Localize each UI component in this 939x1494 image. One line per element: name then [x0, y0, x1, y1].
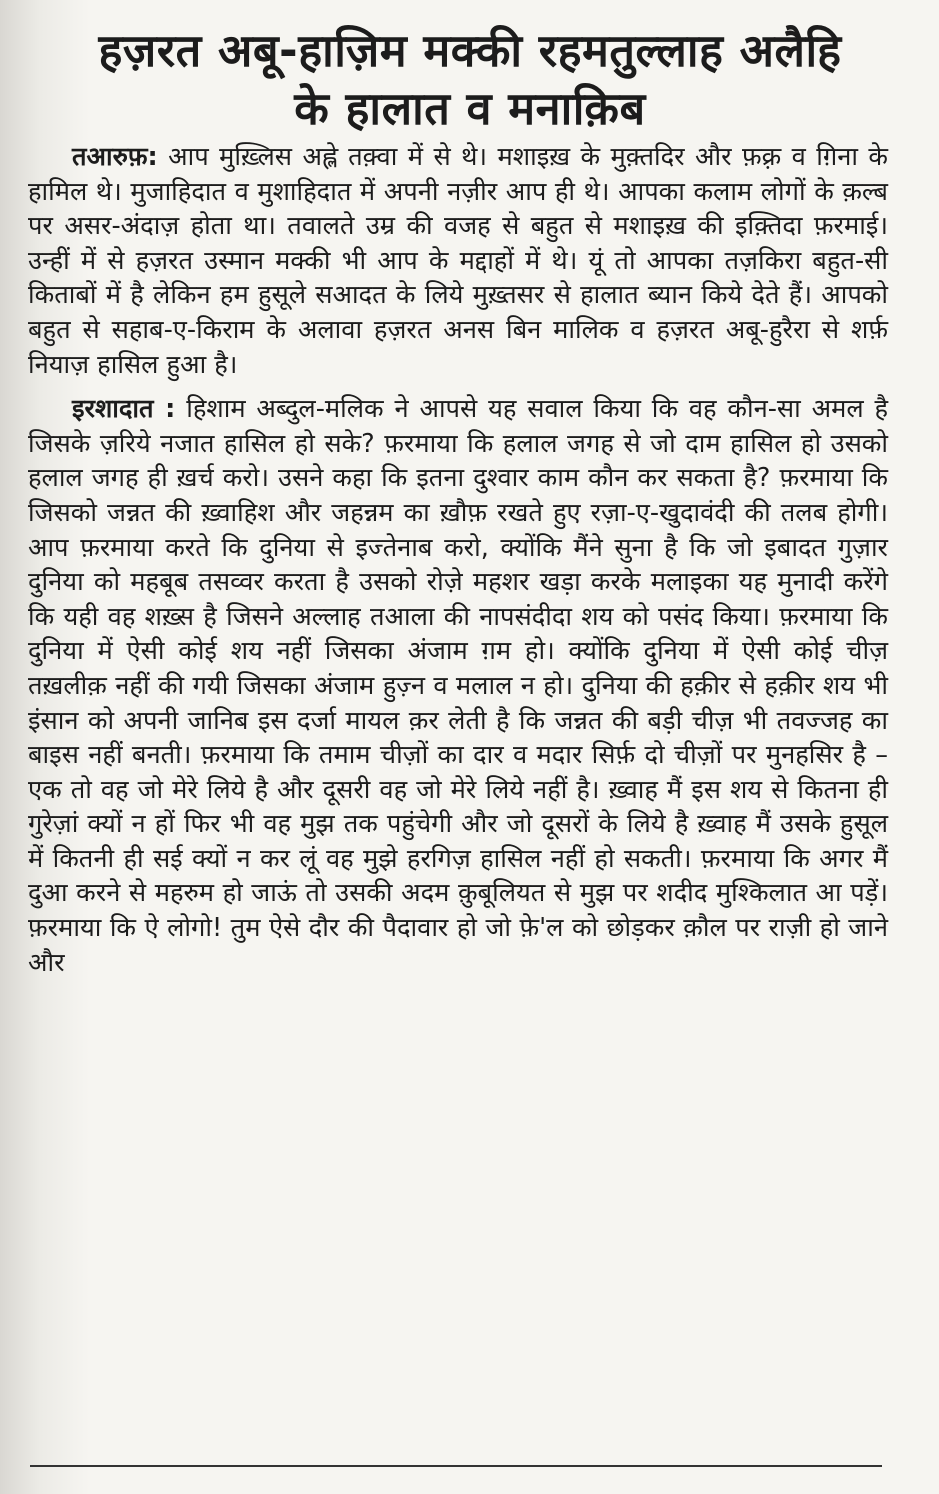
- section-label-introduction: तआरुफ़:: [72, 142, 158, 172]
- paragraph-text-introduction: आप मुख़्लिस अह्ले तक़्वा में से थे। मशाइख़ के मुक़्तदिर और फ़क़्र व ग़िना के हामिल थे। मुजाहिदात व मुशाहिदात में अपनी नज़ीर आप ही थे। आपका कलाम लोगों के क़ल्ब पर असर-अंदाज़ होता था। तवालते उम्र की वजह से बहुत से मशाइख़ की इक़्तिदा फ़रमाई। उन्हीं में से हज़रत उस्मान मक्की भी आप के मद्दाहों में थे। यूं तो आपका तज़किरा बहुत-सी किताबों में है लेकिन हम हुसूले सआदत के लिये मुख़्तसर से हालात ब्यान किये देते हैं। आपको बहुत से सहाब-ए-किराम के अलावा हज़रत अनस बिन मालिक व हज़रत अबू-हुरैरा से शर्फ़ नियाज़ हासिल हुआ है।: [28, 142, 888, 380]
- title-line-1: हज़रत अबू-हाज़िम मक्की रहमतुल्लाह अलैहि: [98, 24, 842, 77]
- title-line-2: के हालात व मनाक़िब: [294, 82, 646, 135]
- article-body: [28, 140, 888, 980]
- paragraph-sayings: [28, 392, 888, 980]
- paragraph-text-sayings: हिशाम अब्दुल-मलिक ने आपसे यह सवाल किया कि वह कौन-सा अमल है जिसके ज़रिये नजात हासिल हो सके? फ़रमाया कि हलाल जगह से जो दाम हासिल हो उसको हलाल जगह ही ख़र्च करो। उसने कहा कि इतना दुश्वार काम कौन कर सकता है? फ़रमाया कि जिसको जन्नत की ख़्वाहिश और जहन्नम का ख़ौफ़ रखते हुए रज़ा-ए-खुदावंदी की तलब होगी। आप फ़रमाया करते कि दुनिया से इज्तेनाब करो, क्योंकि मैंने सुना है कि जो इबादत गुज़ार दुनिया को महबूब तसव्वर करता है उसको रोज़े महशर खड़ा करके मलाइका यह मुनादी करेंगे कि यही वह शख़्स है जिसने अल्लाह तआला की नापसंदीदा शय को पसंद किया। फ़रमाया कि दुनिया में ऐसी कोई शय नहीं जिसका अंजाम ग़म हो। क्योंकि दुनिया में ऐसी कोई चीज़ तख़लीक़ नहीं की गयी जिसका अंजाम हुज़्न व मलाल न हो। दुनिया की हक़ीर से हक़ीर शय भी इंसान को अपनी जानिब इस दर्जा मायल क़र लेती है कि जन्नत की बड़ी चीज़ भी तवज्जह का बाइस नहीं बनती। फ़रमाया कि तमाम चीज़ों का दार व मदार सिर्फ़ दो चीज़ों पर मुनहसिर है – एक तो वह जो मेरे लिये है और दूसरी वह जो मेरे लिये नहीं है। ख़्वाह मैं इस शय से कितना ही गुरेज़ां क्यों न हों फिर भी वह मुझ तक पहुंचेगी और जो दूसरों के लिये है ख़्वाह मैं उसके हुसूल में कितनी ही सई क्यों न कर लूं वह मुझे हरगिज़ हासिल नहीं हो सकती। फ़रमाया कि अगर मैं दुआ करने से महरुम हो जाऊं तो उसकी अदम क़ुबूलियत से मुझ पर शदीद मुश्किलात आ पड़ें। फ़रमाया कि ऐ लोगो! तुम ऐसे दौर की पैदावार हो जो फ़े'ल को छोड़कर क़ौल पर राज़ी हो जाने और: [28, 394, 889, 978]
- paragraph-introduction: [28, 140, 888, 382]
- page-title: [30, 22, 910, 138]
- bottom-divider: [30, 1465, 882, 1467]
- section-label-sayings: इरशादात :: [72, 394, 176, 425]
